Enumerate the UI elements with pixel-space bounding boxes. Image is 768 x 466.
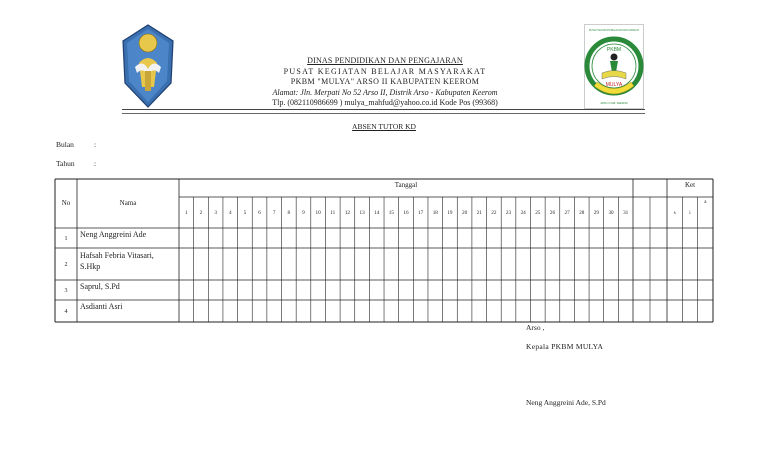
day-number: 10 [315,210,321,216]
day-number: 22 [491,210,497,216]
day-number: 12 [344,210,351,216]
no-header: No [61,199,71,207]
day-number: 24 [520,210,526,216]
day-number: 14 [374,210,380,216]
tahun-colon: : [94,159,97,168]
day-number: 20 [461,210,468,216]
day-number: 3 [214,210,217,216]
day-number: 26 [549,210,556,216]
logo-mulya-text: MULYA [605,82,623,88]
row-name: Neng Anggreini Ade [80,230,147,239]
row-name: Saprul, S.Pd [80,282,120,291]
letterhead-line-address: Alamat: Jln. Merpati No 52 Arso II, Distrik Arso - Kabupaten Keerom [272,87,498,97]
day-number: 18 [432,210,438,216]
signature-name: Neng Anggreini Ade, S.Pd [526,398,606,407]
ket-subheader: s [673,211,676,216]
day-number: 23 [505,210,512,216]
day-number: 17 [418,210,424,216]
document-title: ABSEN TUTOR KD [352,122,416,131]
row-number: 4 [64,309,68,315]
day-number: 19 [447,210,453,216]
tahun-label: Tahun [56,159,75,168]
day-number: 2 [199,210,203,216]
logo-top-text: PUSAT KEGIATAN BELAJAR MASYARAKAT [588,29,640,32]
date-header: Tanggal [394,181,418,189]
row-number: 2 [64,262,68,268]
day-number: 27 [564,210,570,216]
day-number: 13 [359,210,365,216]
letterhead-line-pkbm: PKBM "MULYA" ARSO II KABUPATEN KEEROM [290,77,480,86]
day-number: 4 [228,210,232,216]
day-number: 7 [272,210,276,216]
row-number: 3 [64,288,68,294]
day-number: 16 [403,210,409,216]
letterhead-line-center: PUSAT KEGIATAN BELAJAR MASYARAKAT [283,66,487,76]
row-name: Asdianti Asri [80,302,123,311]
ket-subheader: i [689,211,691,216]
row-name: Hafsah Febria Vitasari, [80,251,154,260]
row-number: 1 [64,236,68,242]
bulan-label: Bulan [56,140,74,149]
day-number: 30 [608,210,614,216]
ket-header: Ket [684,181,696,189]
day-number: 31 [623,210,629,216]
logo-bottom-text: ARSO II KAB. KEEROM [600,102,628,105]
ket-subheader: a [704,200,707,205]
letterhead-line-contact: Tlp. (082110986699 ) mulya_mahfud@yahoo.co.id Kode Pos (99368) [272,98,498,107]
day-number: 8 [287,210,291,216]
day-number: 29 [593,210,599,216]
day-number: 28 [579,210,585,216]
letterhead-line-agency: DINAS PENDIDIKAN DAN PENGAJARAN [307,56,463,65]
day-number: 9 [302,210,305,216]
signature-role: Kepala PKBM MULYA [526,342,604,351]
signature-place: Arso , [526,323,545,332]
bulan-colon: : [94,140,97,149]
day-number: 15 [388,210,394,216]
row-name-cont: S.Hkp [80,262,101,271]
day-number: 6 [258,210,261,216]
logo-pkbm-text: PKBM [606,47,622,53]
day-number: 25 [535,210,541,216]
name-header: Nama [119,199,137,207]
day-number: 1 [185,210,188,216]
day-number: 5 [243,210,247,216]
day-number: 11 [330,210,336,216]
day-number: 21 [476,210,482,216]
